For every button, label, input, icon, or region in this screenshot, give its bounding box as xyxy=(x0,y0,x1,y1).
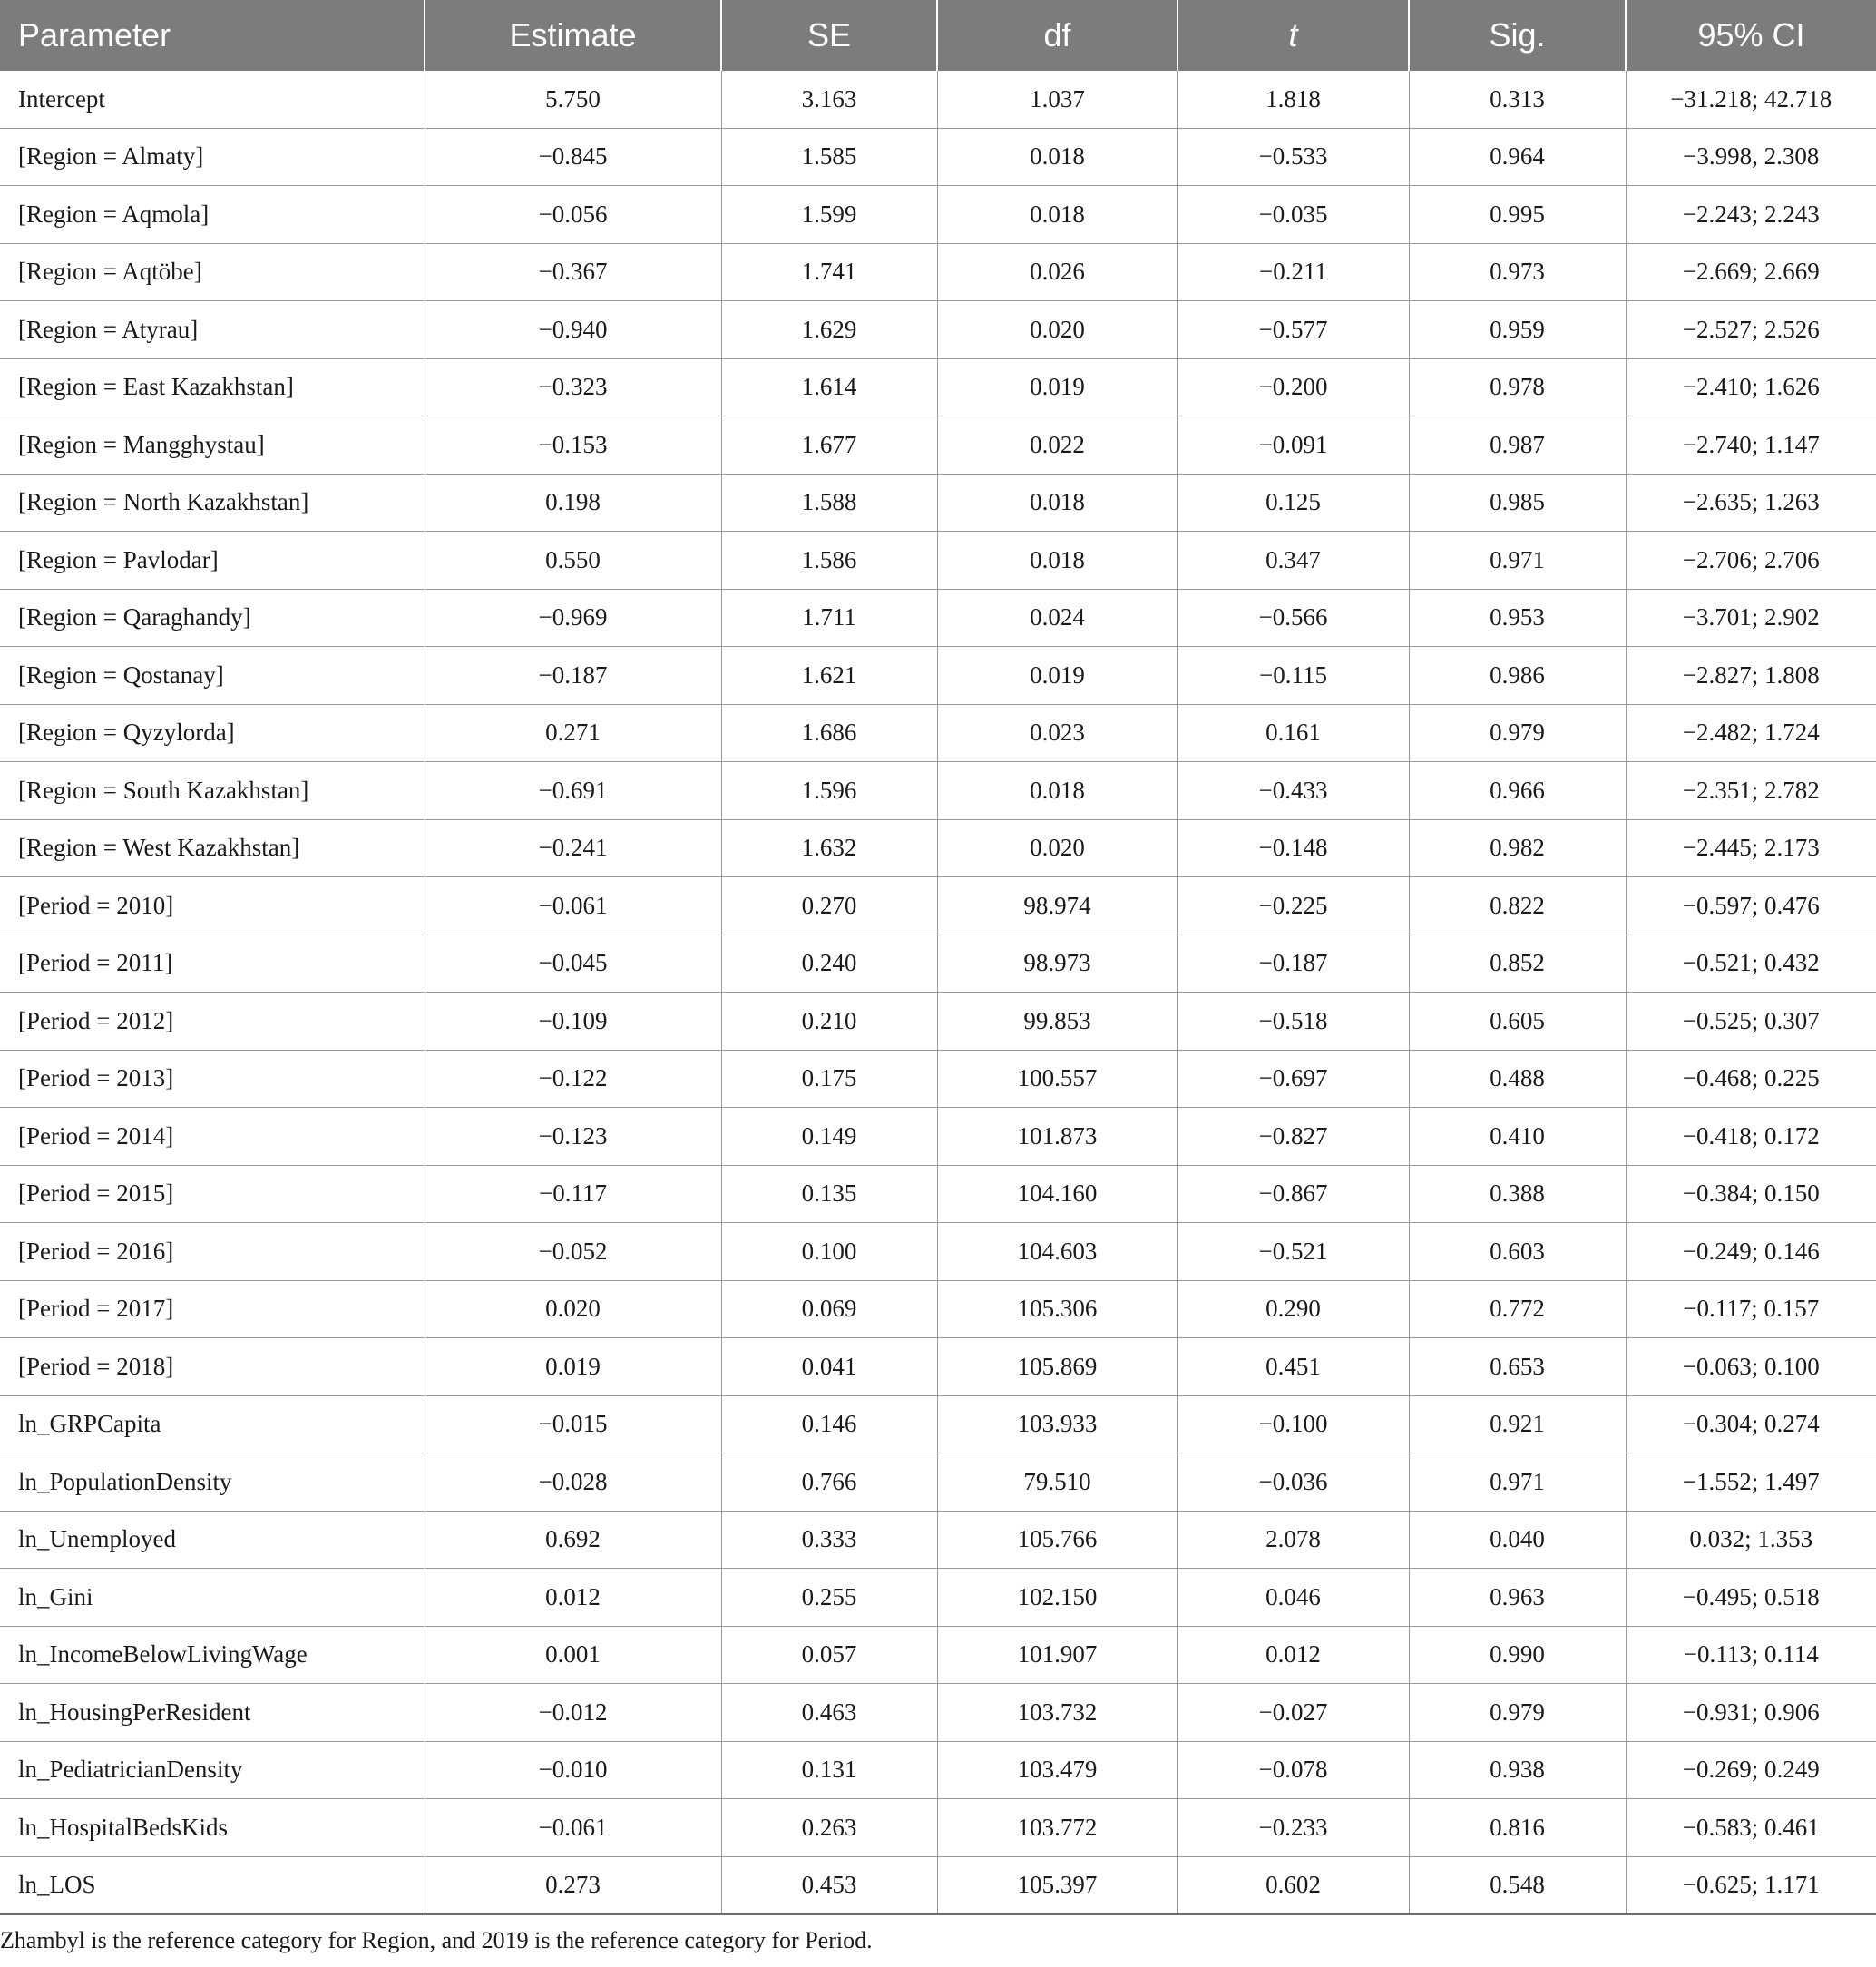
cell-estimate: −0.122 xyxy=(425,1050,721,1108)
cell-se: 1.614 xyxy=(721,358,937,416)
cell-ci: −31.218; 42.718 xyxy=(1626,71,1876,128)
cell-t: 0.290 xyxy=(1177,1280,1409,1338)
cell-ci: −0.249; 0.146 xyxy=(1626,1223,1876,1281)
cell-ci: −0.384; 0.150 xyxy=(1626,1165,1876,1223)
cell-estimate: 0.692 xyxy=(425,1511,721,1569)
cell-df: 0.018 xyxy=(937,532,1177,590)
cell-t: −0.521 xyxy=(1177,1223,1409,1281)
cell-estimate: −0.109 xyxy=(425,993,721,1051)
cell-t: −0.200 xyxy=(1177,358,1409,416)
cell-t: −0.027 xyxy=(1177,1684,1409,1742)
table-row xyxy=(0,993,1876,1051)
cell-t: 1.818 xyxy=(1177,71,1409,128)
header-ci: 95% CI xyxy=(1626,0,1876,71)
cell-estimate: −0.028 xyxy=(425,1453,721,1512)
cell-sig: 0.603 xyxy=(1409,1223,1626,1281)
cell-df: 0.022 xyxy=(937,416,1177,475)
cell-t: −0.036 xyxy=(1177,1453,1409,1512)
cell-df: 103.732 xyxy=(937,1684,1177,1742)
cell-df: 101.873 xyxy=(937,1108,1177,1166)
cell-t: 0.012 xyxy=(1177,1626,1409,1684)
cell-ci: 0.032; 1.353 xyxy=(1626,1511,1876,1569)
cell-parameter: [Region = Atyrau] xyxy=(0,301,425,359)
cell-ci: −0.418; 0.172 xyxy=(1626,1108,1876,1166)
cell-estimate: −0.010 xyxy=(425,1741,721,1799)
cell-se: 0.270 xyxy=(721,877,937,935)
cell-se: 0.240 xyxy=(721,935,937,993)
cell-estimate: −0.012 xyxy=(425,1684,721,1742)
cell-estimate: −0.056 xyxy=(425,186,721,244)
cell-df: 0.018 xyxy=(937,474,1177,532)
cell-df: 79.510 xyxy=(937,1453,1177,1512)
header-parameter: Parameter xyxy=(0,0,425,71)
cell-sig: 0.852 xyxy=(1409,935,1626,993)
cell-se: 0.210 xyxy=(721,993,937,1051)
cell-t: −0.867 xyxy=(1177,1165,1409,1223)
cell-ci: −0.269; 0.249 xyxy=(1626,1741,1876,1799)
cell-t: −0.233 xyxy=(1177,1799,1409,1857)
cell-parameter: [Period = 2010] xyxy=(0,877,425,935)
cell-ci: −0.525; 0.307 xyxy=(1626,993,1876,1051)
cell-se: 0.175 xyxy=(721,1050,937,1108)
cell-ci: −0.468; 0.225 xyxy=(1626,1050,1876,1108)
cell-se: 0.766 xyxy=(721,1453,937,1512)
cell-se: 0.146 xyxy=(721,1395,937,1453)
cell-ci: −0.521; 0.432 xyxy=(1626,935,1876,993)
cell-estimate: −0.323 xyxy=(425,358,721,416)
table-row xyxy=(0,1626,1876,1684)
cell-df: 100.557 xyxy=(937,1050,1177,1108)
cell-ci: −3.701; 2.902 xyxy=(1626,589,1876,647)
cell-t: −0.078 xyxy=(1177,1741,1409,1799)
cell-df: 105.869 xyxy=(937,1338,1177,1396)
table-row xyxy=(0,1108,1876,1166)
cell-t: −0.115 xyxy=(1177,647,1409,705)
cell-parameter: ln_HousingPerResident xyxy=(0,1684,425,1742)
cell-se: 0.453 xyxy=(721,1856,937,1914)
cell-se: 1.741 xyxy=(721,243,937,301)
table-row xyxy=(0,1684,1876,1742)
cell-estimate: 5.750 xyxy=(425,71,721,128)
cell-df: 0.020 xyxy=(937,819,1177,877)
cell-t: −0.533 xyxy=(1177,128,1409,186)
table-row xyxy=(0,1395,1876,1453)
cell-parameter: [Period = 2015] xyxy=(0,1165,425,1223)
cell-sig: 0.971 xyxy=(1409,532,1626,590)
table-row xyxy=(0,1050,1876,1108)
cell-parameter: ln_PopulationDensity xyxy=(0,1453,425,1512)
cell-sig: 0.987 xyxy=(1409,416,1626,475)
cell-ci: −0.063; 0.100 xyxy=(1626,1338,1876,1396)
table-row xyxy=(0,762,1876,820)
cell-ci: −0.583; 0.461 xyxy=(1626,1799,1876,1857)
cell-t: −0.518 xyxy=(1177,993,1409,1051)
table-body xyxy=(0,71,1876,1914)
table-footnote: Zhambyl is the reference category for Region, and 2019 is the reference category for Period. xyxy=(0,1927,873,1953)
cell-sig: 0.990 xyxy=(1409,1626,1626,1684)
cell-estimate: −0.045 xyxy=(425,935,721,993)
cell-ci: −3.998, 2.308 xyxy=(1626,128,1876,186)
cell-sig: 0.985 xyxy=(1409,474,1626,532)
cell-sig: 0.971 xyxy=(1409,1453,1626,1512)
cell-ci: −2.527; 2.526 xyxy=(1626,301,1876,359)
cell-estimate: −0.241 xyxy=(425,819,721,877)
cell-t: −0.091 xyxy=(1177,416,1409,475)
cell-df: 0.024 xyxy=(937,589,1177,647)
cell-sig: 0.488 xyxy=(1409,1050,1626,1108)
cell-sig: 0.410 xyxy=(1409,1108,1626,1166)
cell-se: 1.586 xyxy=(721,532,937,590)
cell-sig: 0.816 xyxy=(1409,1799,1626,1857)
table-row xyxy=(0,186,1876,244)
cell-ci: −2.243; 2.243 xyxy=(1626,186,1876,244)
cell-parameter: [Region = West Kazakhstan] xyxy=(0,819,425,877)
cell-ci: −0.117; 0.157 xyxy=(1626,1280,1876,1338)
header-sig: Sig. xyxy=(1409,0,1626,71)
cell-parameter: [Region = Pavlodar] xyxy=(0,532,425,590)
table-row xyxy=(0,704,1876,762)
cell-t: 0.125 xyxy=(1177,474,1409,532)
cell-estimate: 0.550 xyxy=(425,532,721,590)
cell-se: 1.629 xyxy=(721,301,937,359)
cell-se: 1.599 xyxy=(721,186,937,244)
cell-sig: 0.973 xyxy=(1409,243,1626,301)
table-row xyxy=(0,935,1876,993)
cell-df: 105.306 xyxy=(937,1280,1177,1338)
cell-se: 1.585 xyxy=(721,128,937,186)
cell-parameter: [Region = Qyzylorda] xyxy=(0,704,425,762)
table-row xyxy=(0,589,1876,647)
table-row xyxy=(0,1511,1876,1569)
cell-se: 3.163 xyxy=(721,71,937,128)
cell-estimate: −0.691 xyxy=(425,762,721,820)
cell-t: −0.148 xyxy=(1177,819,1409,877)
cell-parameter: [Period = 2018] xyxy=(0,1338,425,1396)
cell-t: 0.602 xyxy=(1177,1856,1409,1914)
cell-sig: 0.966 xyxy=(1409,762,1626,820)
cell-estimate: 0.019 xyxy=(425,1338,721,1396)
cell-df: 0.023 xyxy=(937,704,1177,762)
table-row xyxy=(0,877,1876,935)
cell-se: 0.149 xyxy=(721,1108,937,1166)
cell-se: 0.263 xyxy=(721,1799,937,1857)
cell-df: 0.018 xyxy=(937,128,1177,186)
cell-t: −0.827 xyxy=(1177,1108,1409,1166)
cell-estimate: −0.940 xyxy=(425,301,721,359)
cell-se: 0.463 xyxy=(721,1684,937,1742)
cell-estimate: 0.020 xyxy=(425,1280,721,1338)
cell-sig: 0.986 xyxy=(1409,647,1626,705)
table-row xyxy=(0,71,1876,128)
cell-parameter: [Region = Qostanay] xyxy=(0,647,425,705)
cell-estimate: 0.001 xyxy=(425,1626,721,1684)
header-df: df xyxy=(937,0,1177,71)
cell-sig: 0.959 xyxy=(1409,301,1626,359)
cell-df: 105.397 xyxy=(937,1856,1177,1914)
cell-estimate: 0.012 xyxy=(425,1569,721,1627)
cell-sig: 0.772 xyxy=(1409,1280,1626,1338)
cell-sig: 0.964 xyxy=(1409,128,1626,186)
cell-estimate: −0.052 xyxy=(425,1223,721,1281)
cell-ci: −0.495; 0.518 xyxy=(1626,1569,1876,1627)
cell-t: −0.697 xyxy=(1177,1050,1409,1108)
cell-df: 98.973 xyxy=(937,935,1177,993)
cell-parameter: ln_Unemployed xyxy=(0,1511,425,1569)
table-row xyxy=(0,1569,1876,1627)
cell-parameter: [Period = 2017] xyxy=(0,1280,425,1338)
table-row xyxy=(0,532,1876,590)
cell-se: 0.135 xyxy=(721,1165,937,1223)
cell-sig: 0.953 xyxy=(1409,589,1626,647)
cell-ci: −0.597; 0.476 xyxy=(1626,877,1876,935)
cell-ci: −0.625; 1.171 xyxy=(1626,1856,1876,1914)
cell-estimate: −0.845 xyxy=(425,128,721,186)
cell-sig: 0.605 xyxy=(1409,993,1626,1051)
cell-parameter: [Period = 2013] xyxy=(0,1050,425,1108)
table-row xyxy=(0,1280,1876,1338)
cell-ci: −2.740; 1.147 xyxy=(1626,416,1876,475)
cell-se: 1.632 xyxy=(721,819,937,877)
cell-estimate: 0.271 xyxy=(425,704,721,762)
cell-ci: −0.304; 0.274 xyxy=(1626,1395,1876,1453)
table-row xyxy=(0,1799,1876,1857)
cell-df: 0.018 xyxy=(937,762,1177,820)
cell-t: 0.161 xyxy=(1177,704,1409,762)
cell-sig: 0.979 xyxy=(1409,704,1626,762)
cell-t: −0.100 xyxy=(1177,1395,1409,1453)
cell-estimate: 0.198 xyxy=(425,474,721,532)
cell-parameter: Intercept xyxy=(0,71,425,128)
cell-parameter: [Region = East Kazakhstan] xyxy=(0,358,425,416)
cell-df: 103.933 xyxy=(937,1395,1177,1453)
cell-sig: 0.313 xyxy=(1409,71,1626,128)
cell-df: 105.766 xyxy=(937,1511,1177,1569)
cell-df: 0.020 xyxy=(937,301,1177,359)
cell-estimate: −0.153 xyxy=(425,416,721,475)
cell-ci: −1.552; 1.497 xyxy=(1626,1453,1876,1512)
cell-se: 0.041 xyxy=(721,1338,937,1396)
cell-t: 0.451 xyxy=(1177,1338,1409,1396)
table-row xyxy=(0,647,1876,705)
cell-t: 0.046 xyxy=(1177,1569,1409,1627)
cell-t: −0.433 xyxy=(1177,762,1409,820)
header-row xyxy=(0,0,1876,71)
cell-estimate: −0.367 xyxy=(425,243,721,301)
cell-df: 103.772 xyxy=(937,1799,1177,1857)
table-row xyxy=(0,416,1876,475)
cell-estimate: −0.969 xyxy=(425,589,721,647)
table-row xyxy=(0,819,1876,877)
cell-df: 0.026 xyxy=(937,243,1177,301)
table-row xyxy=(0,243,1876,301)
cell-se: 1.686 xyxy=(721,704,937,762)
cell-ci: −2.669; 2.669 xyxy=(1626,243,1876,301)
cell-sig: 0.938 xyxy=(1409,1741,1626,1799)
cell-df: 103.479 xyxy=(937,1741,1177,1799)
cell-se: 0.255 xyxy=(721,1569,937,1627)
cell-df: 104.160 xyxy=(937,1165,1177,1223)
cell-sig: 0.982 xyxy=(1409,819,1626,877)
table-row xyxy=(0,1165,1876,1223)
cell-se: 0.333 xyxy=(721,1511,937,1569)
table-row xyxy=(0,128,1876,186)
cell-se: 1.677 xyxy=(721,416,937,475)
header-t: t xyxy=(1177,0,1409,71)
cell-df: 102.150 xyxy=(937,1569,1177,1627)
cell-parameter: [Region = South Kazakhstan] xyxy=(0,762,425,820)
cell-ci: −2.827; 1.808 xyxy=(1626,647,1876,705)
cell-ci: −2.706; 2.706 xyxy=(1626,532,1876,590)
cell-sig: 0.995 xyxy=(1409,186,1626,244)
cell-sig: 0.978 xyxy=(1409,358,1626,416)
cell-ci: −0.113; 0.114 xyxy=(1626,1626,1876,1684)
header-estimate: Estimate xyxy=(425,0,721,71)
cell-df: 0.018 xyxy=(937,186,1177,244)
cell-sig: 0.653 xyxy=(1409,1338,1626,1396)
cell-ci: −2.482; 1.724 xyxy=(1626,704,1876,762)
cell-parameter: ln_GRPCapita xyxy=(0,1395,425,1453)
cell-df: 98.974 xyxy=(937,877,1177,935)
cell-parameter: ln_HospitalBedsKids xyxy=(0,1799,425,1857)
cell-df: 0.019 xyxy=(937,647,1177,705)
cell-df: 101.907 xyxy=(937,1626,1177,1684)
cell-parameter: [Region = Aqmola] xyxy=(0,186,425,244)
cell-ci: −2.635; 1.263 xyxy=(1626,474,1876,532)
cell-estimate: −0.187 xyxy=(425,647,721,705)
cell-t: 0.347 xyxy=(1177,532,1409,590)
cell-se: 0.057 xyxy=(721,1626,937,1684)
cell-sig: 0.963 xyxy=(1409,1569,1626,1627)
header-se: SE xyxy=(721,0,937,71)
cell-parameter: [Region = Mangghystau] xyxy=(0,416,425,475)
cell-estimate: −0.123 xyxy=(425,1108,721,1166)
table-row xyxy=(0,1856,1876,1914)
cell-t: −0.187 xyxy=(1177,935,1409,993)
table-row xyxy=(0,1741,1876,1799)
cell-sig: 0.548 xyxy=(1409,1856,1626,1914)
table-row xyxy=(0,1223,1876,1281)
table-row xyxy=(0,358,1876,416)
cell-estimate: −0.015 xyxy=(425,1395,721,1453)
cell-parameter: [Period = 2012] xyxy=(0,993,425,1051)
cell-se: 1.711 xyxy=(721,589,937,647)
cell-estimate: −0.117 xyxy=(425,1165,721,1223)
cell-estimate: −0.061 xyxy=(425,877,721,935)
cell-sig: 0.040 xyxy=(1409,1511,1626,1569)
cell-parameter: [Region = Almaty] xyxy=(0,128,425,186)
cell-se: 0.069 xyxy=(721,1280,937,1338)
cell-parameter: ln_Gini xyxy=(0,1569,425,1627)
cell-sig: 0.388 xyxy=(1409,1165,1626,1223)
cell-se: 0.131 xyxy=(721,1741,937,1799)
cell-se: 1.596 xyxy=(721,762,937,820)
cell-t: −0.577 xyxy=(1177,301,1409,359)
cell-t: −0.035 xyxy=(1177,186,1409,244)
cell-ci: −0.931; 0.906 xyxy=(1626,1684,1876,1742)
table-row xyxy=(0,474,1876,532)
cell-t: −0.225 xyxy=(1177,877,1409,935)
table-row xyxy=(0,1453,1876,1512)
cell-se: 1.588 xyxy=(721,474,937,532)
cell-parameter: [Region = North Kazakhstan] xyxy=(0,474,425,532)
cell-t: −0.566 xyxy=(1177,589,1409,647)
table-row xyxy=(0,1338,1876,1396)
cell-parameter: [Period = 2016] xyxy=(0,1223,425,1281)
cell-estimate: −0.061 xyxy=(425,1799,721,1857)
cell-sig: 0.921 xyxy=(1409,1395,1626,1453)
cell-se: 0.100 xyxy=(721,1223,937,1281)
cell-parameter: [Region = Qaraghandy] xyxy=(0,589,425,647)
cell-df: 104.603 xyxy=(937,1223,1177,1281)
cell-parameter: ln_LOS xyxy=(0,1856,425,1914)
cell-estimate: 0.273 xyxy=(425,1856,721,1914)
cell-parameter: ln_PediatricianDensity xyxy=(0,1741,425,1799)
cell-t: −0.211 xyxy=(1177,243,1409,301)
cell-se: 1.621 xyxy=(721,647,937,705)
table-header xyxy=(0,0,1876,71)
cell-df: 99.853 xyxy=(937,993,1177,1051)
cell-ci: −2.445; 2.173 xyxy=(1626,819,1876,877)
cell-df: 1.037 xyxy=(937,71,1177,128)
cell-df: 0.019 xyxy=(937,358,1177,416)
cell-parameter: ln_IncomeBelowLivingWage xyxy=(0,1626,425,1684)
cell-ci: −2.351; 2.782 xyxy=(1626,762,1876,820)
table-row xyxy=(0,301,1876,359)
cell-parameter: [Period = 2011] xyxy=(0,935,425,993)
cell-sig: 0.979 xyxy=(1409,1684,1626,1742)
cell-t: 2.078 xyxy=(1177,1511,1409,1569)
cell-ci: −2.410; 1.626 xyxy=(1626,358,1876,416)
cell-parameter: [Region = Aqtöbe] xyxy=(0,243,425,301)
cell-parameter: [Period = 2014] xyxy=(0,1108,425,1166)
cell-sig: 0.822 xyxy=(1409,877,1626,935)
